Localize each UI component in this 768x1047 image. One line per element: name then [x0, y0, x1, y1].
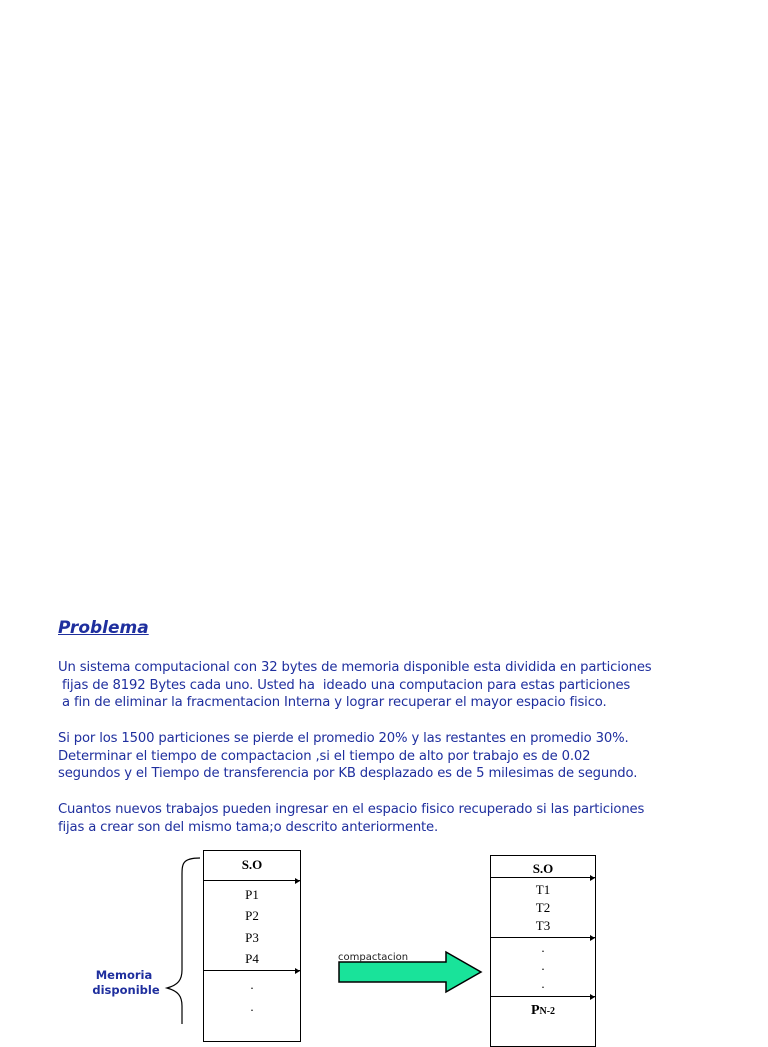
partition-pn-2-sub: N-2 — [539, 1006, 556, 1017]
memory-before-compaction — [203, 850, 301, 1042]
divider — [204, 880, 300, 881]
partition-p3: P3 — [245, 930, 259, 945]
paragraph-1-line-3: a fin de eliminar la fracmentacion Interna y lograr recuperar el mayor espacio fisico. — [58, 695, 607, 710]
compaction-label: compactacion — [338, 952, 409, 963]
divider — [491, 937, 595, 938]
os-partition-label: S.O — [532, 861, 554, 876]
job-t2: T2 — [535, 900, 551, 915]
paragraph-1-line-2: fijas de 8192 Bytes cada uno. Usted ha ideado una computacion para estas particiones — [58, 677, 631, 693]
divider-tick — [295, 968, 300, 974]
ellipsis-dot: . — [250, 999, 254, 1014]
ellipsis-dot: . — [541, 976, 545, 991]
ellipsis-dot: . — [541, 958, 545, 973]
divider — [204, 970, 300, 971]
partition-p1: P1 — [245, 887, 259, 902]
divider — [491, 877, 595, 878]
partition-p4: P4 — [245, 951, 259, 966]
memory-available-label: Memoria disponible — [92, 968, 160, 997]
ellipsis-dot: . — [541, 940, 545, 955]
paragraph-3-line-1: Cuantos nuevos trabajos pueden ingresar en el espacio fisico recuperado si las particiones — [58, 802, 645, 817]
job-t1: T1 — [535, 882, 551, 897]
divider-tick — [590, 994, 595, 1000]
paragraph-2-line-1: Si por los 1500 particiones se pierde el promedio 20% y las restantes en promedio 30%. — [58, 731, 629, 746]
partition-pn-2-main: P — [530, 1003, 540, 1018]
paragraph-2-line-3: segundos y el Tiempo de transferencia por KB desplazado es de 5 milesimas de segundo. — [58, 766, 638, 781]
job-t3: T3 — [535, 918, 551, 933]
divider-tick — [590, 875, 595, 881]
problem-title: Problema — [58, 618, 149, 638]
brace-shape — [167, 858, 200, 1024]
memory-after-compaction — [490, 855, 596, 1047]
paragraph-1-line-1: Un sistema computacional con 32 bytes de memoria disponible esta dividida en particiones — [58, 660, 652, 675]
ellipsis-dot: . — [250, 977, 254, 992]
partition-pn-2 — [491, 1002, 595, 1019]
partition-p2: P2 — [245, 908, 259, 923]
divider — [491, 996, 595, 997]
paragraph-2-line-2: Determinar el tiempo de compactacion ,si el tiempo de alto por trabajo es de 0.02 — [58, 748, 591, 764]
paragraph-3-line-2: fijas a crear son del mismo tama;o descrito anteriormente. — [58, 819, 439, 835]
os-partition-label: S.O — [241, 857, 263, 872]
divider-tick — [295, 878, 300, 884]
